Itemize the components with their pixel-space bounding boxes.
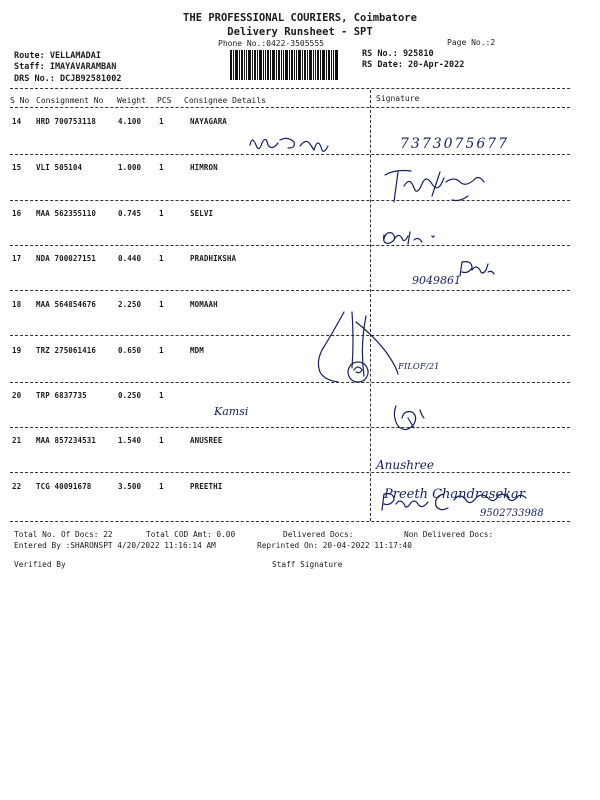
row-consignee: PRADHIKSHA (190, 254, 237, 263)
row-divider (10, 200, 570, 201)
row-sno: 14 (12, 117, 22, 126)
signature-scribble-16 (384, 232, 434, 244)
row-pcs: 1 (159, 209, 164, 218)
row-weight: 4.100 (118, 117, 142, 126)
row-consignment: MAA 564854676 (36, 300, 96, 309)
col-signature: Signature (376, 94, 420, 103)
row-consignee: NAYAGARA (190, 117, 227, 126)
row-consignee: ANUSREE (190, 436, 223, 445)
row-sno: 22 (12, 482, 22, 491)
delivered-docs: Delivered Docs: (283, 530, 354, 539)
entered-by: Entered By :SHARONSPT 4/20/2022 11:16:14 AM (14, 541, 216, 550)
row-pcs: 1 (159, 482, 164, 491)
header-bottom-rule (10, 107, 570, 108)
company-title: THE PROFESSIONAL COURIERS, Coimbatore (183, 12, 417, 24)
row-consignment: NDA 700027151 (36, 254, 96, 263)
row-consignment: MAA 857234531 (36, 436, 96, 445)
row-consignment: TRP 6837735 (36, 391, 87, 400)
row-sno: 17 (12, 254, 22, 263)
row-weight: 3.500 (118, 482, 142, 491)
rs-number: RS No.: 925810 (362, 49, 434, 59)
signature-scribble-19-circle (348, 362, 368, 382)
row-weight: 2.250 (118, 300, 142, 309)
staff-signature: Staff Signature (272, 560, 343, 569)
col-consignee: Consignee Details (184, 96, 266, 105)
row-consignment: MAA 562355110 (36, 209, 96, 218)
row-sno: 20 (12, 391, 22, 400)
row-weight: 0.250 (118, 391, 142, 400)
row-sno: 15 (12, 163, 22, 172)
signature-scribble-15 (385, 171, 484, 203)
route-label: Route: VELLAMADAI (14, 51, 101, 61)
col-sno: S No (10, 96, 30, 105)
handwritten-note-19: FILOF/21 (398, 362, 440, 372)
row-divider (10, 335, 570, 336)
handwritten-consignee-20: Kamsi (214, 405, 249, 418)
total-docs: Total No. Of Docs: 22 (14, 530, 113, 539)
total-cod: Total COD Amt: 0.00 (146, 530, 236, 539)
col-pcs: PCS (157, 96, 172, 105)
row-weight: 0.440 (118, 254, 142, 263)
col-consignment: Consignment No (36, 96, 104, 105)
handwritten-phone-22: 9502733988 (480, 508, 544, 519)
reprinted-on: Reprinted On: 20-04-2022 11:17:40 (257, 541, 412, 550)
row-sno: 16 (12, 209, 22, 218)
staff-label: Staff: IMAYAVARAMBAN (14, 62, 117, 72)
row-weight: 0.745 (118, 209, 142, 218)
row-consignee: MDM (190, 346, 204, 355)
phone-number: Phone No.:0422-3505555 (218, 39, 324, 48)
row-divider (10, 382, 570, 383)
row-pcs: 1 (159, 117, 164, 126)
row-sno: 19 (12, 346, 22, 355)
col-weight: Weight (117, 96, 146, 105)
table-top-rule (10, 88, 570, 89)
rs-date: RS Date: 20-Apr-2022 (362, 60, 465, 70)
handwritten-phone-17: 9049861 (412, 274, 461, 287)
row-pcs: 1 (159, 436, 164, 445)
row-pcs: 1 (159, 254, 164, 263)
row-weight: 1.540 (118, 436, 142, 445)
row-sno: 18 (12, 300, 22, 309)
row-weight: 1.000 (118, 163, 142, 172)
row-consignment: VLI 505104 (36, 163, 83, 172)
row-divider (10, 154, 570, 155)
row-pcs: 1 (159, 300, 164, 309)
row-divider (10, 472, 570, 473)
document-title: Delivery Runsheet - SPT (227, 26, 373, 38)
non-delivered-docs: Non Delivered Docs: (404, 530, 494, 539)
handwritten-signature-21: Anushree (376, 458, 434, 472)
page-number: Page No.:2 (447, 38, 496, 47)
signature-scribble-17 (460, 262, 494, 276)
row-sno: 21 (12, 436, 22, 445)
row-pcs: 1 (159, 391, 164, 400)
row-consignee: HIMRON (190, 163, 218, 172)
row-consignee: SELVI (190, 209, 214, 218)
verified-by: Verified By (14, 560, 66, 569)
drs-number: DRS No.: DCJB92581002 (14, 74, 122, 84)
table-bottom-rule (10, 521, 570, 522)
row-consignee: PREETHI (190, 482, 223, 491)
signature-scribble-14a (250, 138, 328, 151)
barcode-image (230, 50, 338, 80)
handwritten-phone-14: 7373075677 (400, 136, 510, 152)
handwritten-signature-22: Preeth Chandrasekar (384, 487, 526, 502)
row-pcs: 1 (159, 346, 164, 355)
row-consignment: HRD 700753118 (36, 117, 96, 126)
signature-scribble-18 (318, 312, 398, 382)
row-divider (10, 290, 570, 291)
row-divider (10, 427, 570, 428)
row-divider (10, 245, 570, 246)
row-consignee: MOMAAH (190, 300, 218, 309)
row-consignment: TCG 40091678 (36, 482, 92, 491)
row-consignment: TRZ 275061416 (36, 346, 96, 355)
row-weight: 0.650 (118, 346, 142, 355)
row-pcs: 1 (159, 163, 164, 172)
